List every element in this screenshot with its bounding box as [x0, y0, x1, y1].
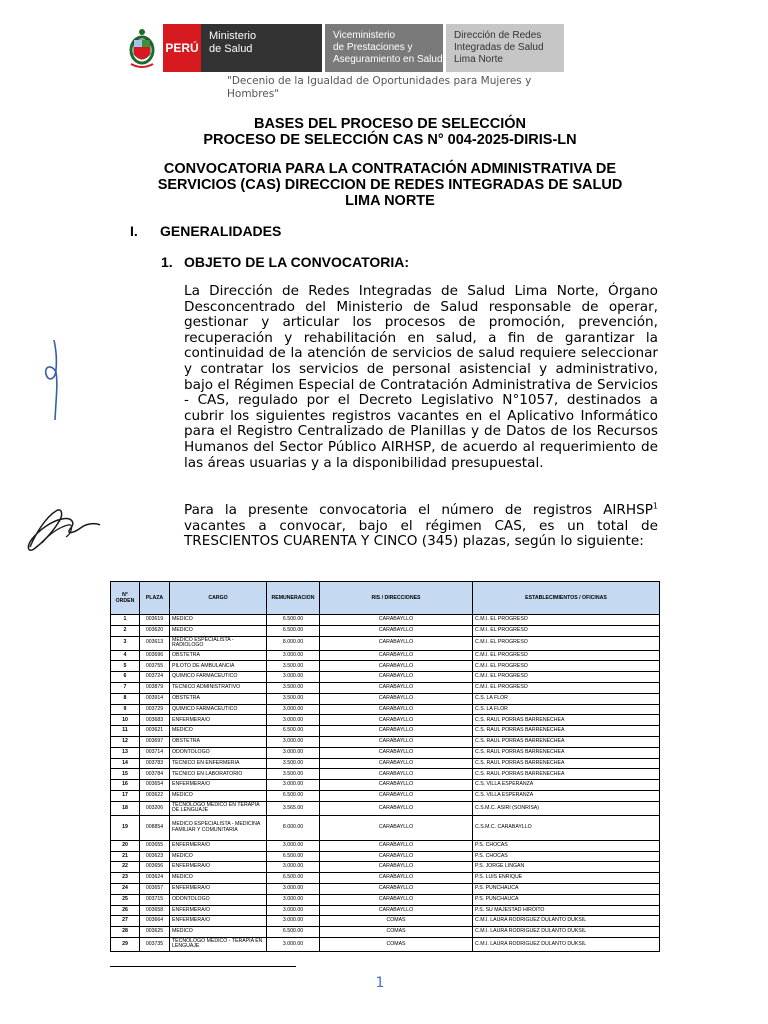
cell-orden: 23: [111, 873, 140, 884]
cell-orden: 1: [111, 615, 140, 626]
table-row: [111, 758, 660, 769]
cell-ris: CARABAYLLO: [320, 883, 473, 894]
cell-plaza: 003735: [140, 937, 170, 951]
cell-remuneracion: 3.000.00: [267, 672, 320, 683]
cell-cargo: ENFERMERA/O: [170, 883, 267, 894]
diris-line1: Dirección de Redes: [454, 30, 542, 41]
cell-establecimiento: C.M.I. EL PROGRESO: [473, 636, 660, 650]
table-row: [111, 726, 660, 737]
viceministerio-box: [325, 24, 443, 72]
cell-orden: 7: [111, 682, 140, 693]
cell-cargo: MEDICO: [170, 873, 267, 884]
cell-cargo: ENFERMERA/O: [170, 715, 267, 726]
table-row: [111, 790, 660, 801]
cell-orden: 26: [111, 905, 140, 916]
cell-establecimiento: C.S. RAUL PORRAS BARRENECHEA: [473, 758, 660, 769]
cell-plaza: 003696: [140, 650, 170, 661]
cell-orden: 28: [111, 927, 140, 938]
subsection-title: OBJETO DE LA CONVOCATORIA:: [184, 254, 410, 270]
cell-cargo: QUIMICO FARMACEUTICO: [170, 704, 267, 715]
table-row: [111, 625, 660, 636]
cell-plaza: 003664: [140, 916, 170, 927]
cell-cargo: TECNICO EN ENFERMERIA: [170, 758, 267, 769]
table-row: [111, 801, 660, 815]
cell-orden: 15: [111, 769, 140, 780]
col-header-establecimientos: ESTABLECIMIENTOS / OFICINAS: [473, 582, 660, 615]
cell-establecimiento: C.M.I. EL PROGRESO: [473, 682, 660, 693]
cell-plaza: 003206: [140, 801, 170, 815]
paragraph-registros-before: Para la presente convocatoria el número de registros AIRHSP: [184, 502, 653, 518]
table-row: [111, 715, 660, 726]
cell-establecimiento: C.M.I. EL PROGRESO: [473, 615, 660, 626]
table-row: [111, 682, 660, 693]
cell-establecimiento: C.M.I. EL PROGRESO: [473, 650, 660, 661]
cell-remuneracion: 6.500.00: [267, 615, 320, 626]
cell-orden: 12: [111, 736, 140, 747]
peru-label: PERÚ: [165, 41, 199, 55]
cell-ris: CARABAYLLO: [320, 873, 473, 884]
cell-plaza: 003624: [140, 873, 170, 884]
cell-establecimiento: C.S. VILLA ESPERANZA: [473, 780, 660, 791]
cell-ris: CARABAYLLO: [320, 801, 473, 815]
cell-establecimiento: C.M.I. EL PROGRESO: [473, 672, 660, 683]
cell-plaza: 003655: [140, 840, 170, 851]
ministerio-box: [201, 24, 322, 72]
cell-establecimiento: P.S. PUNCHAUCA: [473, 894, 660, 905]
table-row: [111, 840, 660, 851]
cell-plaza: 003656: [140, 862, 170, 873]
cell-establecimiento: C.S.M.C. ASIRI (SONRISA): [473, 801, 660, 815]
convocatoria-line1: CONVOCATORIA PARA LA CONTRATACIÓN ADMINISTRATIVA DE: [163, 161, 617, 177]
cell-remuneracion: 3.000.00: [267, 650, 320, 661]
diris-line3: Lima Norte: [454, 54, 503, 65]
cell-orden: 14: [111, 758, 140, 769]
cell-establecimiento: C.S. LA FLOR: [473, 693, 660, 704]
cell-establecimiento: C.M.I. EL PROGRESO: [473, 625, 660, 636]
cell-remuneracion: 3.000.00: [267, 704, 320, 715]
cell-ris: CARABAYLLO: [320, 682, 473, 693]
cell-cargo: MEDICO ESPECIALISTA - RADIOLOGO: [170, 636, 267, 650]
cell-cargo: MEDICO: [170, 851, 267, 862]
title-line2: PROCESO DE SELECCIÓN CAS N° 004-2025-DIRIS-LN: [203, 132, 577, 148]
convocatoria-title: [130, 161, 650, 209]
cell-establecimiento: C.S.M.C. CARABAYLLO: [473, 815, 660, 840]
cell-cargo: OBSTETRA: [170, 736, 267, 747]
cell-ris: CARABAYLLO: [320, 715, 473, 726]
table-header-row: [111, 582, 660, 615]
cell-cargo: ODONTOLOGO: [170, 747, 267, 758]
cell-remuneracion: 3.000.00: [267, 780, 320, 791]
cell-plaza: 003714: [140, 747, 170, 758]
cell-ris: CARABAYLLO: [320, 815, 473, 840]
col-header-ris: RIS / DIRECCIONES: [320, 582, 473, 615]
cell-remuneracion: 3.000.00: [267, 905, 320, 916]
cell-remuneracion: 3.000.00: [267, 862, 320, 873]
cell-cargo: MEDICO: [170, 790, 267, 801]
cell-plaza: 003755: [140, 661, 170, 672]
cell-remuneracion: 6.500.00: [267, 790, 320, 801]
cell-establecimiento: C.S. VILLA ESPERANZA: [473, 790, 660, 801]
table-row: [111, 693, 660, 704]
cell-cargo: PILOTO DE AMBULANCIA: [170, 661, 267, 672]
diris-box: [446, 24, 564, 72]
cell-orden: 2: [111, 625, 140, 636]
cell-remuneracion: 8.000.00: [267, 815, 320, 840]
cell-cargo: TECNICO ADMINISTRATIVO: [170, 682, 267, 693]
vice-line1: Viceministerio: [333, 30, 396, 41]
cell-establecimiento: P.S. CHOCAS: [473, 851, 660, 862]
cell-establecimiento: C.M.I. LAURA RODRIGUEZ DULANTO DUKSIL: [473, 916, 660, 927]
paragraph-registros-after: vacantes a convocar, bajo el régimen CAS, es un total de TRESCIENTOS CUARENTA Y CINCO (345) plazas, según lo siguiente:: [184, 517, 658, 550]
cell-remuneracion: 6.500.00: [267, 851, 320, 862]
cell-cargo: ENFERMERA/O: [170, 780, 267, 791]
footnote-separator: [110, 966, 296, 967]
table-row: [111, 873, 660, 884]
cell-plaza: 003784: [140, 769, 170, 780]
table-row: [111, 769, 660, 780]
cell-cargo: MEDICO: [170, 625, 267, 636]
cell-ris: CARABAYLLO: [320, 672, 473, 683]
table-row: [111, 905, 660, 916]
cell-establecimiento: C.M.I. LAURA RODRIGUEZ DULANTO DUKSIL: [473, 927, 660, 938]
cell-ris: CARABAYLLO: [320, 650, 473, 661]
signature-mark-1: [38, 336, 68, 426]
cell-orden: 5: [111, 661, 140, 672]
cell-ris: COMAS: [320, 916, 473, 927]
cell-ris: COMAS: [320, 927, 473, 938]
cell-plaza: 003621: [140, 726, 170, 737]
cell-ris: CARABAYLLO: [320, 625, 473, 636]
cell-ris: CARABAYLLO: [320, 790, 473, 801]
cell-orden: 20: [111, 840, 140, 851]
cell-cargo: OBSTETRA: [170, 650, 267, 661]
cell-cargo: ODONTOLOGO: [170, 894, 267, 905]
cell-establecimiento: C.S. RAUL PORRAS BARRENECHEA: [473, 769, 660, 780]
cell-orden: 16: [111, 780, 140, 791]
cell-ris: CARABAYLLO: [320, 736, 473, 747]
ministerio-line1: Ministerio: [209, 30, 257, 42]
cell-establecimiento: C.S. LA FLOR: [473, 704, 660, 715]
cell-remuneracion: 6.500.00: [267, 927, 320, 938]
cell-plaza: 003613: [140, 636, 170, 650]
vacancies-table: [110, 581, 660, 952]
cell-plaza: 003619: [140, 615, 170, 626]
cell-remuneracion: 3.500.00: [267, 661, 320, 672]
cell-orden: 6: [111, 672, 140, 683]
cell-plaza: 003879: [140, 682, 170, 693]
cell-orden: 21: [111, 851, 140, 862]
title-line1: BASES DEL PROCESO DE SELECCIÓN: [253, 116, 527, 132]
cell-ris: CARABAYLLO: [320, 894, 473, 905]
cell-plaza: 003715: [140, 894, 170, 905]
cell-remuneracion: 6.500.00: [267, 873, 320, 884]
cell-orden: 13: [111, 747, 140, 758]
table-row: [111, 883, 660, 894]
cell-cargo: TECNICO EN LABORATORIO: [170, 769, 267, 780]
cell-remuneracion: 6.500.00: [267, 625, 320, 636]
cell-ris: CARABAYLLO: [320, 693, 473, 704]
peru-coat-of-arms-icon: [125, 24, 159, 72]
cell-ris: CARABAYLLO: [320, 704, 473, 715]
convocatoria-line2: SERVICIOS (CAS) DIRECCION DE REDES INTEGRADAS DE SALUD: [157, 177, 623, 193]
cell-cargo: TECNOLOGO MEDICO - TERAPIA EN LENGUAJE: [170, 937, 267, 951]
cell-ris: CARABAYLLO: [320, 636, 473, 650]
cell-establecimiento: P.S. JORGE LINGAN: [473, 862, 660, 873]
cell-cargo: ENFERMERA/O: [170, 916, 267, 927]
cell-ris: CARABAYLLO: [320, 758, 473, 769]
cell-remuneracion: 3.500.00: [267, 769, 320, 780]
cell-establecimiento: C.S. RAUL PORRAS BARRENECHEA: [473, 715, 660, 726]
table-row: [111, 937, 660, 951]
cell-ris: CARABAYLLO: [320, 840, 473, 851]
table-row: [111, 636, 660, 650]
cell-plaza: 008854: [140, 815, 170, 840]
cell-cargo: MEDICO: [170, 615, 267, 626]
cell-ris: CARABAYLLO: [320, 862, 473, 873]
cell-establecimiento: P.S. PUNCHAUCA: [473, 883, 660, 894]
cell-establecimiento: C.S. RAUL PORRAS BARRENECHEA: [473, 726, 660, 737]
cell-plaza: 003724: [140, 672, 170, 683]
cell-cargo: MEDICO: [170, 927, 267, 938]
cell-ris: COMAS: [320, 937, 473, 951]
cell-cargo: QUIMICO FARMACEUTICO: [170, 672, 267, 683]
cell-ris: CARABAYLLO: [320, 747, 473, 758]
cell-orden: 8: [111, 693, 140, 704]
cell-plaza: 003654: [140, 780, 170, 791]
cell-orden: 27: [111, 916, 140, 927]
decenio-slogan: "Decenio de la Igualdad de Oportunidades para Mujeres y Hombres": [227, 75, 532, 100]
cell-plaza: 003683: [140, 715, 170, 726]
cell-remuneracion: 3.000.00: [267, 916, 320, 927]
table-row: [111, 615, 660, 626]
cell-establecimiento: P.S. SU MAJESTAD HIROITO: [473, 905, 660, 916]
cell-plaza: 003620: [140, 625, 170, 636]
cell-cargo: MEDICO: [170, 726, 267, 737]
col-header-plaza: PLAZA: [140, 582, 170, 615]
table-row: [111, 704, 660, 715]
cell-ris: CARABAYLLO: [320, 726, 473, 737]
table-row: [111, 862, 660, 873]
cell-remuneracion: 3.000.00: [267, 736, 320, 747]
cell-cargo: TECNOLOGO MEDICO EN TERAPIA DE LENGUAJE: [170, 801, 267, 815]
cell-cargo: ENFERMERA/O: [170, 862, 267, 873]
cell-ris: CARABAYLLO: [320, 851, 473, 862]
table-row: [111, 894, 660, 905]
table-row: [111, 851, 660, 862]
cell-orden: 9: [111, 704, 140, 715]
cell-plaza: 003658: [140, 905, 170, 916]
cell-orden: 22: [111, 862, 140, 873]
cell-establecimiento: C.S. RAUL PORRAS BARRENECHEA: [473, 736, 660, 747]
table-row: [111, 661, 660, 672]
cell-plaza: 003625: [140, 927, 170, 938]
cell-establecimiento: C.M.I. EL PROGRESO: [473, 661, 660, 672]
cell-orden: 17: [111, 790, 140, 801]
cell-orden: 25: [111, 894, 140, 905]
cell-cargo: OBSTETRA: [170, 693, 267, 704]
vice-line3: Aseguramiento en Salud: [333, 54, 443, 65]
cell-cargo: MEDICO ESPECIALISTA - MEDICINA FAMILIAR Y COMUNITARIA: [170, 815, 267, 840]
table-row: [111, 736, 660, 747]
cell-orden: 11: [111, 726, 140, 737]
col-header-cargo: CARGO: [170, 582, 267, 615]
cell-ris: CARABAYLLO: [320, 905, 473, 916]
cell-orden: 18: [111, 801, 140, 815]
subsection-number: 1.: [161, 254, 173, 270]
cell-remuneracion: 6.500.00: [267, 726, 320, 737]
table-row: [111, 650, 660, 661]
cell-ris: CARABAYLLO: [320, 615, 473, 626]
cell-establecimiento: P.S. LUIS ENRIQUE: [473, 873, 660, 884]
cell-plaza: 003657: [140, 883, 170, 894]
ministerio-line2: de Salud: [209, 43, 253, 55]
cell-plaza: 003622: [140, 790, 170, 801]
table-row: [111, 927, 660, 938]
cell-orden: 19: [111, 815, 140, 840]
col-header-remuneracion: REMUNERACION: [267, 582, 320, 615]
cell-ris: CARABAYLLO: [320, 769, 473, 780]
peru-brand-box: [163, 24, 201, 72]
cell-plaza: 003623: [140, 851, 170, 862]
section-number: I.: [130, 223, 138, 239]
cell-remuneracion: 3.000.00: [267, 937, 320, 951]
convocatoria-line3: LIMA NORTE: [345, 193, 435, 209]
cell-plaza: 003729: [140, 704, 170, 715]
paragraph-registros: [184, 503, 658, 550]
table-row: [111, 815, 660, 840]
diris-line2: Integradas de Salud: [454, 42, 544, 53]
cell-establecimiento: C.M.I. LAURA RODRIGUEZ DULANTO DUKSIL: [473, 937, 660, 951]
cell-ris: CARABAYLLO: [320, 780, 473, 791]
footnote-ref: 1: [652, 501, 658, 511]
cell-orden: 4: [111, 650, 140, 661]
vice-line2: de Prestaciones y: [333, 42, 413, 53]
cell-orden: 10: [111, 715, 140, 726]
cell-remuneracion: 3.500.00: [267, 758, 320, 769]
cell-plaza: 003914: [140, 693, 170, 704]
cell-remuneracion: 3.000.00: [267, 747, 320, 758]
header-logo-bar: [125, 24, 564, 72]
cell-orden: 24: [111, 883, 140, 894]
cell-remuneracion: 3.500.00: [267, 693, 320, 704]
cell-remuneracion: 3.000.00: [267, 883, 320, 894]
signature-mark-2: [22, 503, 102, 555]
table-row: [111, 780, 660, 791]
table-row: [111, 747, 660, 758]
cell-remuneracion: 3.500.00: [267, 682, 320, 693]
page-number: 1: [375, 975, 385, 991]
cell-cargo: ENFERMERA/O: [170, 905, 267, 916]
cell-plaza: 003697: [140, 736, 170, 747]
cell-plaza: 003783: [140, 758, 170, 769]
title-block: [130, 116, 650, 148]
section-title: GENERALIDADES: [160, 223, 282, 239]
cell-establecimiento: C.S. RAUL PORRAS BARRENECHEA: [473, 747, 660, 758]
cell-ris: CARABAYLLO: [320, 661, 473, 672]
col-header-orden: N° ORDEN: [111, 582, 140, 615]
cell-remuneracion: 3.000.00: [267, 840, 320, 851]
table-row: [111, 916, 660, 927]
cell-remuneracion: 3.000.00: [267, 894, 320, 905]
cell-remuneracion: 8.000.00: [267, 636, 320, 650]
cell-establecimiento: P.S. CHOCAS: [473, 840, 660, 851]
table-row: [111, 672, 660, 683]
cell-cargo: ENFERMERA/O: [170, 840, 267, 851]
cell-orden: 3: [111, 636, 140, 650]
cell-remuneracion: 3.565.00: [267, 801, 320, 815]
paragraph-objeto: La Dirección de Redes Integradas de Salud Lima Norte, Órgano Desconcentrado del Ministerio de Salud responsable de operar, gestionar y articular los procesos de promoción, prevención, recuperación y rehabilitación en salud, a fin de garantizar la continuidad de la atención de servicios de salud requiere seleccionar y contratar los servicios de personal asistencial y administrativo, bajo el Régimen Especial de Contratación Administrativa de Servicios - CAS, regulado por el Decreto Legislativo N°1057, destinados a cubrir los siguientes registros vacantes en el Aplicativo Informático para el Registro Centralizado de Planillas y de Datos de los Recursos Humanos del Sector Público AIRHSP, de acuerdo al requerimiento de las áreas usuarias y a la disponibilidad presupuestal.: [184, 283, 658, 471]
cell-orden: 29: [111, 937, 140, 951]
cell-remuneracion: 3.000.00: [267, 715, 320, 726]
